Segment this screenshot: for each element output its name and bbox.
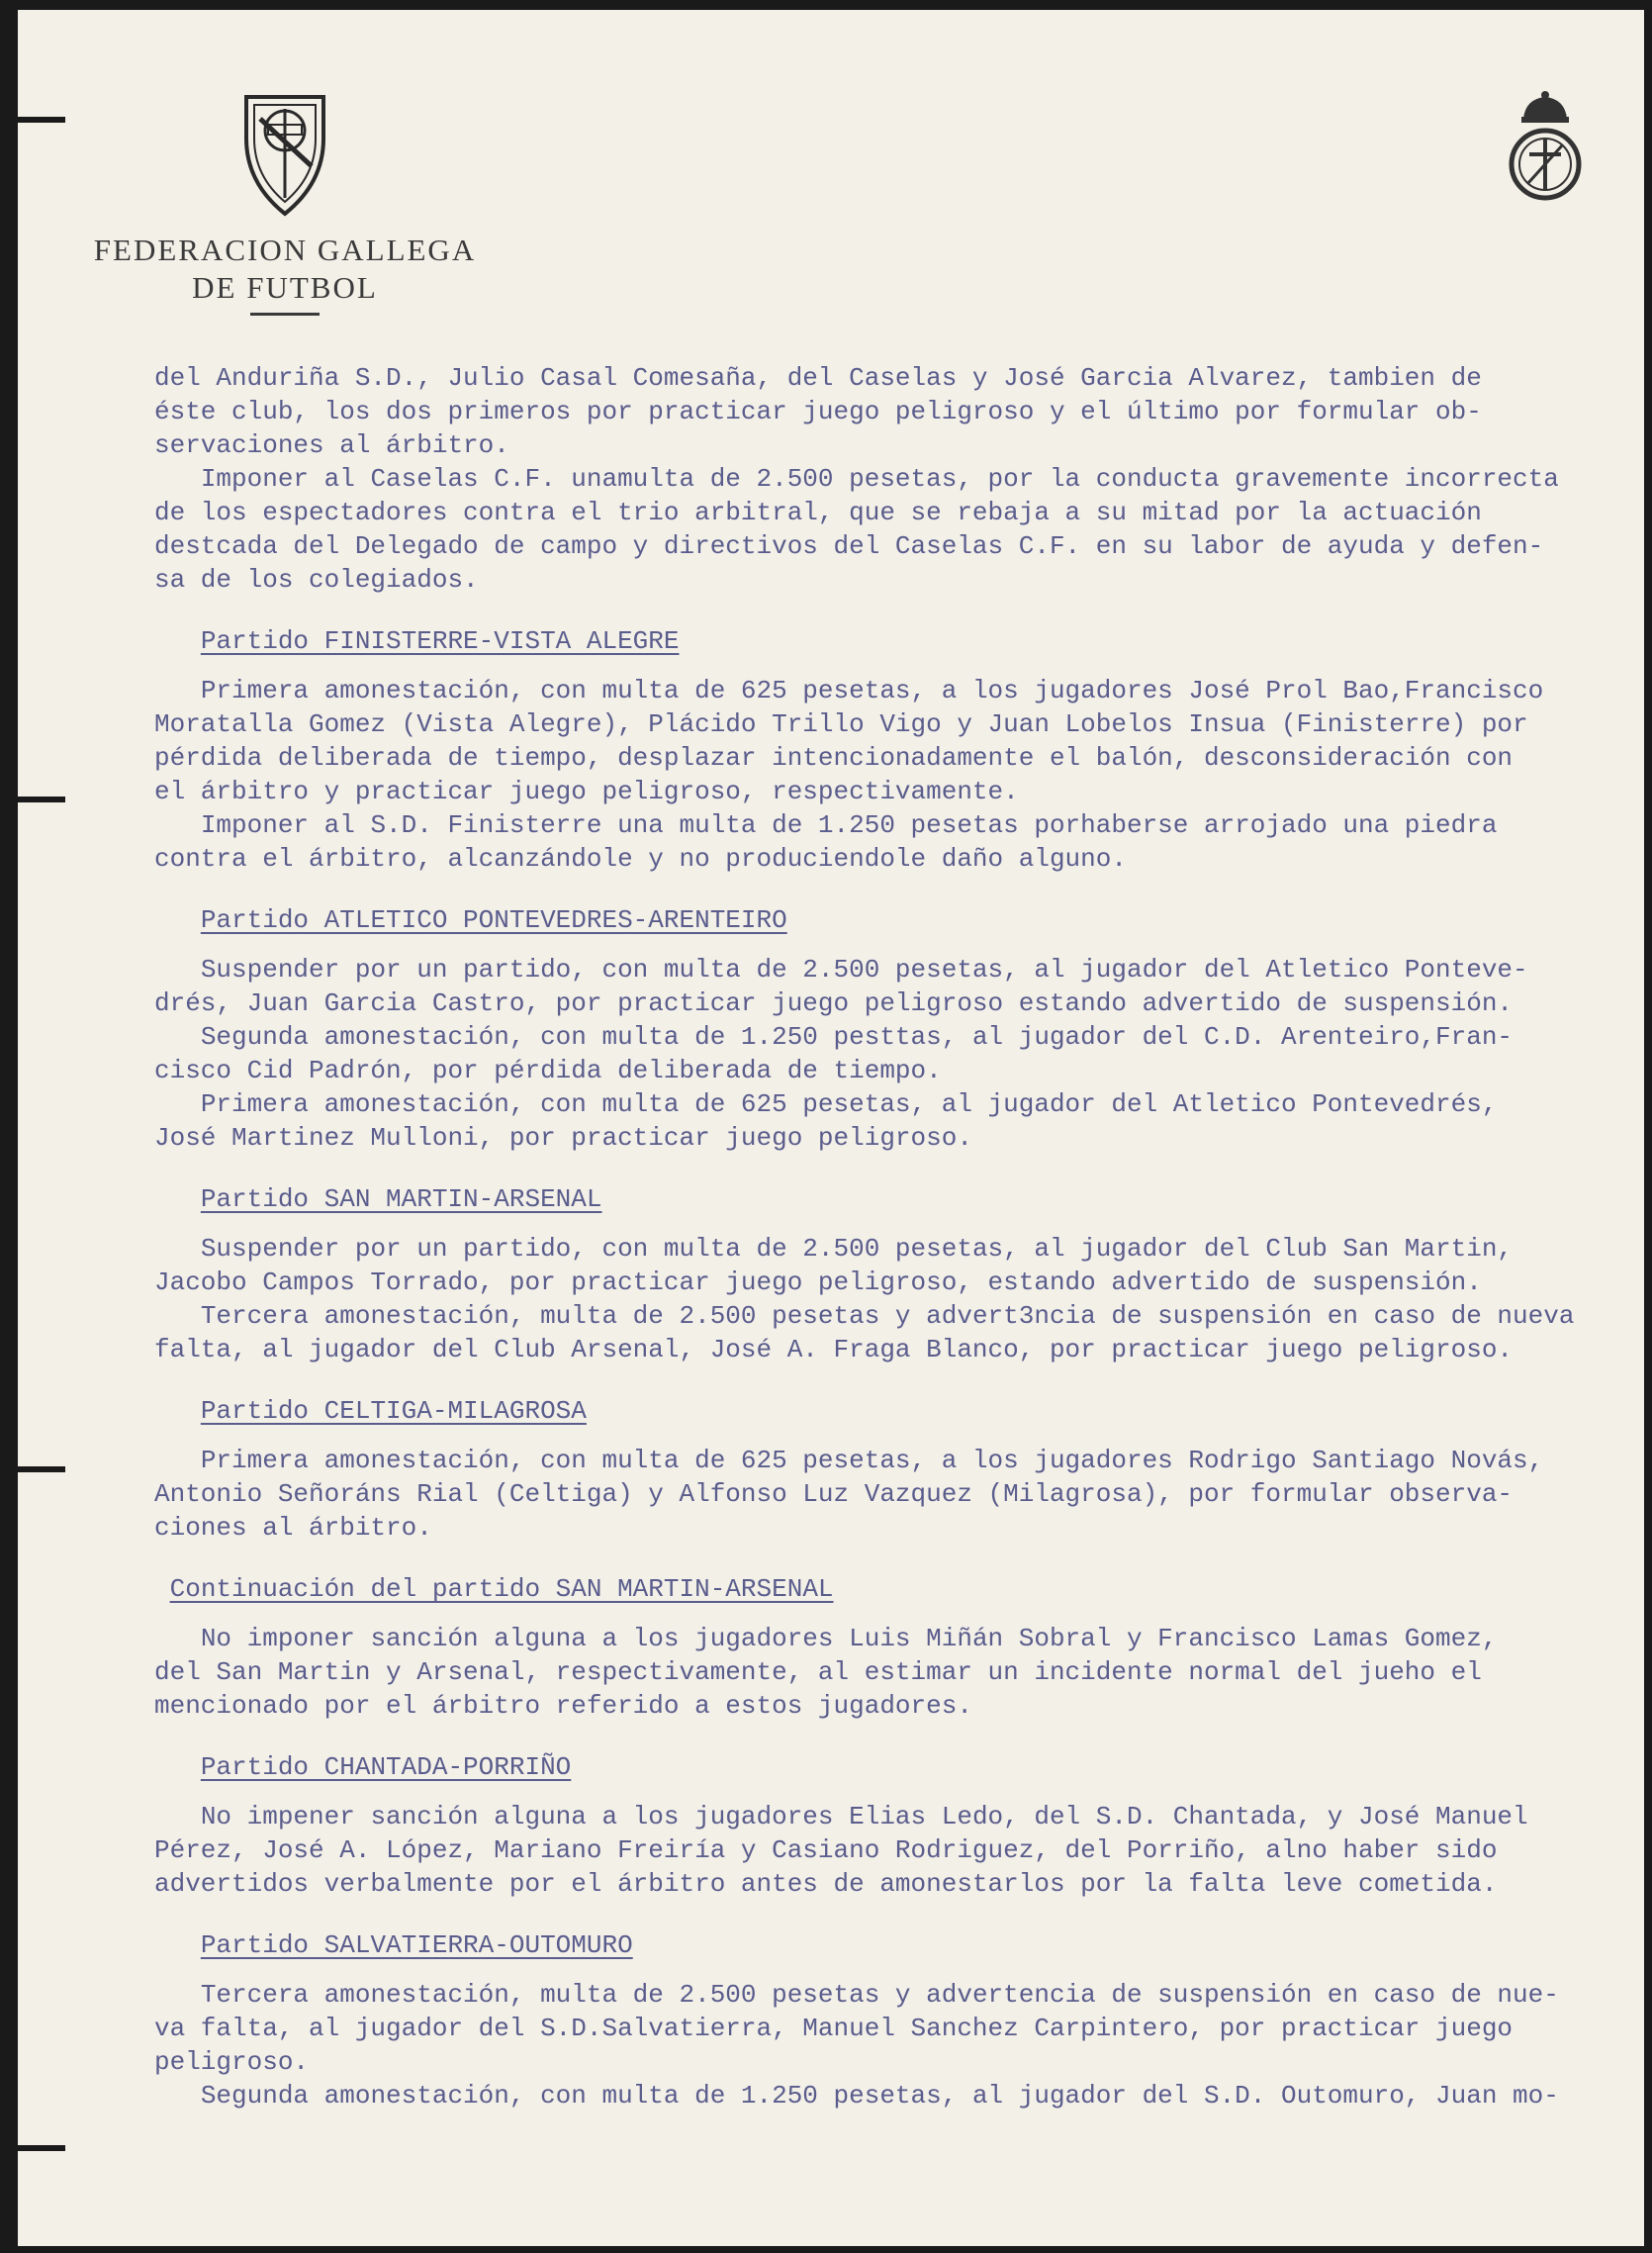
text-line: Jacobo Campos Torrado, por practicar juego peligroso, estando advertido de suspensión. bbox=[154, 1267, 1482, 1297]
section-title: Partido ATLETICO PONTEVEDRES-ARENTEIRO bbox=[200, 905, 787, 935]
text-line: José Martinez Mulloni, por practicar juego peligroso. bbox=[154, 1123, 972, 1153]
text-line: del Anduriña S.D., Julio Casal Comesaña, del Caselas y José Garcia Alvarez, tambien de bbox=[154, 363, 1482, 393]
text-line: Primera amonestación, con multa de 625 pesetas, al jugador del Atletico Pontevedrés, bbox=[154, 1089, 1498, 1119]
section-title: Partido CELTIGA-MILAGROSA bbox=[200, 1396, 587, 1426]
text-line: Moratalla Gomez (Vista Alegre), Plácido Trillo Vigo y Juan Lobelos Insua (Finisterre) por bbox=[154, 709, 1528, 739]
text-line: de los espectadores contra el trio arbitral, que se rebaja a su mitad por la actuación bbox=[154, 498, 1482, 527]
text-line: ciones al árbitro. bbox=[154, 1513, 432, 1543]
text-line: Segunda amonestación, con multa de 1.250 pesetas, al jugador del S.D. Outomuro, Juan mo- bbox=[154, 2081, 1559, 2111]
text-line: cisco Cid Padrón, por pérdida deliberada de tiempo. bbox=[154, 1056, 942, 1085]
text-line: contra el árbitro, alcanzándole y no produciendole daño alguno. bbox=[154, 844, 1127, 874]
punch-hole-mark bbox=[18, 117, 65, 123]
text-line: destcada del Delegado de campo y directivos del Caselas C.F. en su labor de ayuda y defen- bbox=[154, 531, 1544, 561]
text-line: va falta, al jugador del S.D.Salvatierra, Manuel Sanchez Carpintero, por practicar juego bbox=[154, 2014, 1514, 2043]
document-page bbox=[18, 10, 1644, 2246]
text-line: Tercera amonestación, multa de 2.500 pesetas y advert3ncia de suspensión en caso de nueva bbox=[154, 1301, 1575, 1331]
text-line: peligroso. bbox=[154, 2047, 310, 2077]
text-line: Suspender por un partido, con multa de 2.500 pesetas, al jugador del Club San Martin, bbox=[154, 1234, 1514, 1264]
text-line: Imponer al Caselas C.F. unamulta de 2.500 pesetas, por la conducta gravemente incorrecta bbox=[154, 464, 1559, 494]
text-line: Suspender por un partido, con multa de 2.500 pesetas, al jugador del Atletico Ponteve- bbox=[154, 955, 1528, 985]
section-title: Partido SAN MARTIN-ARSENAL bbox=[200, 1184, 602, 1214]
text-line: advertidos verbalmente por el árbitro antes de amonestarlos por la falta leve cometida. bbox=[154, 1869, 1498, 1899]
section-title: Continuación del partido SAN MARTIN-ARSENAL bbox=[169, 1574, 834, 1604]
document-body bbox=[154, 361, 1628, 2112]
text-line: servaciones al árbitro. bbox=[154, 430, 509, 460]
text-line: Pérez, José A. López, Mariano Freiría y Casiano Rodriguez, del Porriño, alno haber sido bbox=[154, 1835, 1498, 1865]
text-line: Tercera amonestación, multa de 2.500 pesetas y advertencia de suspensión en caso de nue- bbox=[154, 1980, 1559, 2010]
text-line: falta, al jugador del Club Arsenal, José A. Fraga Blanco, por practicar juego peligroso. bbox=[154, 1335, 1514, 1364]
punch-hole-mark bbox=[18, 1466, 65, 1472]
shield-crest-icon bbox=[240, 89, 329, 218]
text-line: Primera amonestación, con multa de 625 pesetas, a los jugadores Rodrigo Santiago Novás, bbox=[154, 1446, 1544, 1475]
section-title: Partido FINISTERRE-VISTA ALEGRE bbox=[200, 626, 680, 656]
punch-hole-mark bbox=[18, 2145, 65, 2151]
text-line: mencionado por el árbitro referido a estos jugadores. bbox=[154, 1691, 972, 1721]
text-line: Imponer al S.D. Finisterre una multa de 1.250 pesetas porhaberse arrojado una piedra bbox=[154, 810, 1498, 840]
intro-paragraph bbox=[154, 361, 1628, 597]
text-line: No imponer sanción alguna a los jugadores Luis Miñán Sobral y Francisco Lamas Gomez, bbox=[154, 1624, 1498, 1653]
letterhead-rule bbox=[250, 313, 320, 316]
text-line: Primera amonestación, con multa de 625 pesetas, a los jugadores José Prol Bao,Francisco bbox=[154, 676, 1544, 705]
section-title: Partido CHANTADA-PORRIÑO bbox=[200, 1752, 572, 1782]
section-title: Partido SALVATIERRA-OUTOMURO bbox=[200, 1930, 633, 1960]
text-line: éste club, los dos primeros por practicar juego peligroso y el último por formular ob- bbox=[154, 397, 1482, 426]
text-line: Segunda amonestación, con multa de 1.250 pesttas, al jugador del C.D. Arenteiro,Fran- bbox=[154, 1022, 1514, 1052]
letterhead bbox=[67, 89, 503, 316]
organization-line2: DE FUTBOL bbox=[192, 270, 378, 305]
text-line: del San Martin y Arsenal, respectivamente, al estimar un incidente normal del jueho el bbox=[154, 1657, 1482, 1687]
text-line: Antonio Señoráns Rial (Celtiga) y Alfonso Luz Vazquez (Milagrosa), por formular observa- bbox=[154, 1479, 1514, 1509]
crowned-emblem-icon bbox=[1506, 89, 1585, 208]
punch-hole-mark bbox=[18, 797, 65, 802]
text-line: drés, Juan Garcia Castro, por practicar juego peligroso estando advertido de suspensión. bbox=[154, 988, 1514, 1018]
organization-line1: FEDERACION GALLEGA bbox=[93, 233, 477, 267]
text-line: pérdida deliberada de tiempo, desplazar intencionadamente el balón, desconsideración con bbox=[154, 743, 1514, 773]
text-line: No impener sanción alguna a los jugadores Elias Ledo, del S.D. Chantada, y José Manuel bbox=[154, 1802, 1528, 1831]
text-line: el árbitro y practicar juego peligroso, respectivamente. bbox=[154, 777, 1019, 806]
text-line: sa de los colegiados. bbox=[154, 565, 479, 595]
